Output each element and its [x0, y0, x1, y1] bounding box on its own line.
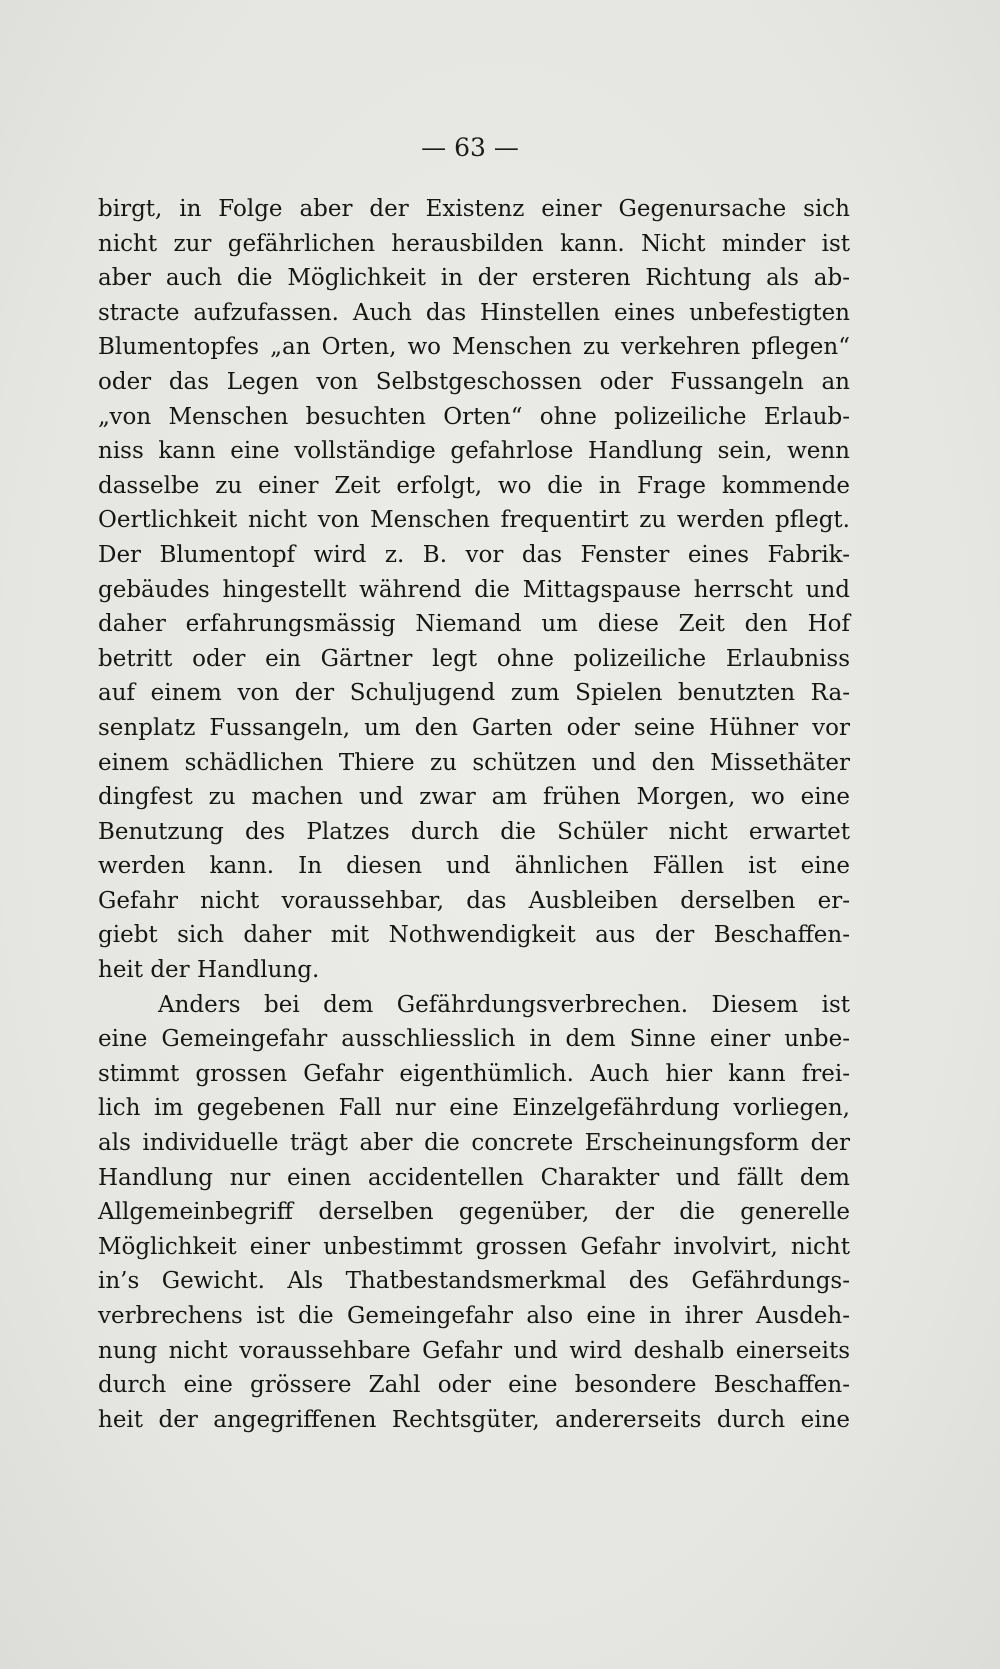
paragraph-1	[98, 192, 850, 988]
text-line: birgt, in Folge aber der Existenz einer Gegenursache sich	[98, 196, 850, 222]
text-line: heit der angegriffenen Rechtsgüter, andererseits durch eine	[98, 1406, 850, 1433]
text-line: verbrechens ist die Gemeingefahr also eine in ihrer Ausdeh-	[98, 1303, 850, 1329]
text-line: aber auch die Möglichkeit in der ersteren Richtung als ab-	[98, 265, 850, 292]
text-line: stimmt grossen Gefahr eigenthümlich. Auch hier kann frei-	[98, 1060, 850, 1087]
text-line: oder das Legen von Selbstgeschossen oder Fussangeln an	[98, 368, 850, 395]
text-line: dingfest zu machen und zwar am frühen Morgen, wo eine	[98, 784, 850, 811]
text-line: auf einem von der Schuljugend zum Spielen benutzten Ra-	[98, 680, 850, 707]
text-line: nicht zur gefährlichen herausbilden kann. Nicht minder ist	[98, 230, 850, 257]
text-line: giebt sich daher mit Nothwendigkeit aus der Beschaffen-	[98, 922, 850, 949]
page-number: — 63 —	[421, 133, 519, 162]
text-line: „von Menschen besuchten Orten“ ohne polizeiliche Erlaub-	[98, 403, 850, 430]
text-line: als individuelle trägt aber die concrete Erscheinungsform der	[98, 1130, 850, 1157]
text-line: lich im gegebenen Fall nur eine Einzelgefährdung vorliegen,	[98, 1095, 850, 1122]
text-line: heit der Handlung.	[98, 957, 320, 984]
text-line: Oertlichkeit nicht von Menschen frequentirt zu werden pflegt.	[98, 507, 850, 534]
text-line: durch eine grössere Zahl oder eine besondere Beschaffen-	[98, 1372, 850, 1399]
text-line: betritt oder ein Gärtner legt ohne polizeiliche Erlaubniss	[98, 645, 850, 672]
text-line: einem schädlichen Thiere zu schützen und den Missethäter	[98, 749, 850, 776]
text-line: senplatz Fussangeln, um den Garten oder seine Hühner vor	[98, 714, 850, 741]
text-line: gebäudes hingestellt während die Mittagspause herrscht und	[98, 576, 850, 603]
text-line: werden kann. In diesen und ähnlichen Fällen ist eine	[98, 853, 850, 880]
text-line: eine Gemeingefahr ausschliesslich in dem Sinne einer unbe-	[98, 1026, 850, 1053]
text-line: nung nicht voraussehbare Gefahr und wird deshalb einerseits	[98, 1337, 850, 1364]
text-line: Möglichkeit einer unbestimmt grossen Gefahr involvirt, nicht	[98, 1233, 850, 1260]
body-text	[98, 192, 850, 1437]
text-line: dasselbe zu einer Zeit erfolgt, wo die in Frage kommende	[98, 472, 850, 499]
text-line: in’s Gewicht. Als Thatbestandsmerkmal des Gefährdungs-	[98, 1268, 850, 1295]
text-line: Blumentopfes „an Orten, wo Menschen zu verkehren pflegen“	[98, 334, 850, 361]
paragraph-2	[98, 988, 850, 1438]
text-line: Anders bei dem Gefährdungsverbrechen. Diesem ist	[158, 991, 850, 1018]
text-line: Benutzung des Platzes durch die Schüler nicht erwartet	[98, 818, 850, 845]
text-line: Der Blumentopf wird z. B. vor das Fenster eines Fabrik-	[98, 541, 850, 568]
text-line: Allgemeinbegriff derselben gegenüber, der die generelle	[98, 1199, 850, 1226]
text-line: Handlung nur einen accidentellen Charakter und fällt dem	[98, 1164, 850, 1191]
text-line: niss kann eine vollständige gefahrlose Handlung sein, wenn	[98, 438, 850, 465]
text-line: daher erfahrungsmässig Niemand um diese Zeit den Hof	[98, 611, 850, 638]
text-line: stracte aufzufassen. Auch das Hinstellen eines unbefestigten	[98, 299, 850, 326]
text-line: Gefahr nicht voraussehbar, das Ausbleiben derselben er-	[98, 887, 850, 914]
